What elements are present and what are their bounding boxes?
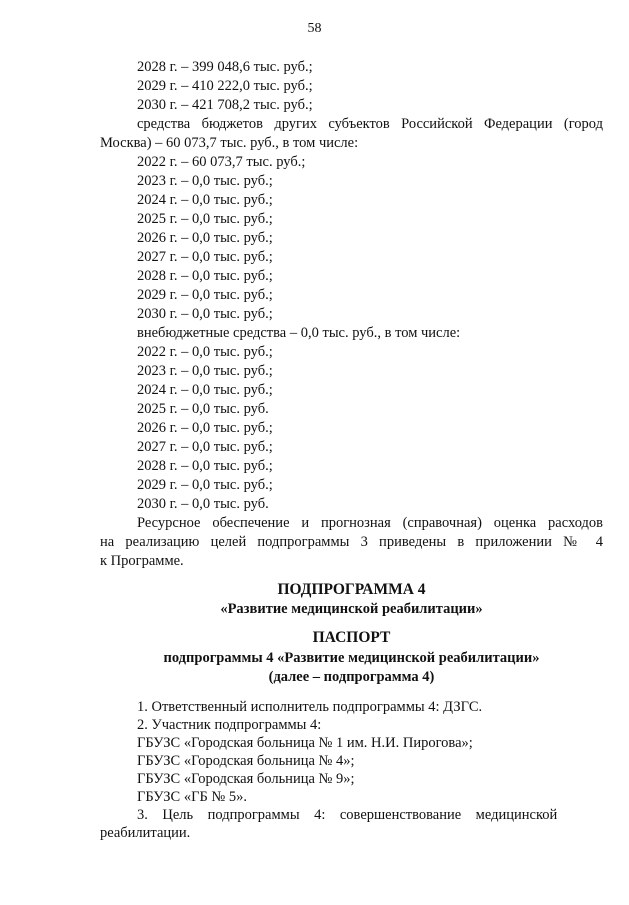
regions-funding-line2: Москва) – 60 073,7 тыс. руб., в том числе:	[100, 135, 359, 151]
extrabudget-line-2029: 2029 г. – 0,0 тыс. руб.;	[137, 477, 273, 493]
participant-hospital-4: ГБУЗС «Городская больница № 4»;	[137, 753, 355, 769]
regions-line-2026: 2026 г. – 0,0 тыс. руб.;	[137, 230, 273, 246]
item-participant: 2. Участник подпрограммы 4:	[137, 717, 322, 733]
regions-line-2030: 2030 г. – 0,0 тыс. руб.;	[137, 306, 273, 322]
extrabudget-line-2030: 2030 г. – 0,0 тыс. руб.	[137, 496, 269, 512]
extrabudget-line-2024: 2024 г. – 0,0 тыс. руб.;	[137, 382, 273, 398]
budget-line-2030: 2030 г. – 421 708,2 тыс. руб.;	[137, 97, 313, 113]
item-goal-line2: реабилитации.	[100, 825, 191, 841]
passport-title: ПАСПОРТ	[312, 629, 391, 646]
regions-line-2028: 2028 г. – 0,0 тыс. руб.;	[137, 268, 273, 284]
item-responsible-executor: 1. Ответственный исполнитель подпрограммы 4: ДЗГС.	[137, 699, 483, 715]
budget-line-2029: 2029 г. – 410 222,0 тыс. руб.;	[137, 78, 313, 94]
extrabudget-line-2026: 2026 г. – 0,0 тыс. руб.;	[137, 420, 273, 436]
participant-gb-5: ГБУЗС «ГБ № 5».	[137, 789, 248, 805]
extrabudget-line-2022: 2022 г. – 0,0 тыс. руб.;	[137, 344, 273, 360]
resource-para-line1: Ресурсное обеспечение и прогнозная (справочная) оценка расходов	[137, 515, 603, 531]
extrabudget-line: внебюджетные средства – 0,0 тыс. руб., в том числе:	[137, 325, 461, 341]
subprogram-subtitle: «Развитие медицинской реабилитации»	[220, 601, 483, 617]
passport-subtitle-line1: подпрограммы 4 «Развитие медицинской реабилитации»	[163, 650, 540, 666]
passport-subtitle-line2: (далее – подпрограмма 4)	[268, 669, 435, 685]
extrabudget-line-2027: 2027 г. – 0,0 тыс. руб.;	[137, 439, 273, 455]
budget-line-2028: 2028 г. – 399 048,6 тыс. руб.;	[137, 59, 313, 75]
regions-funding-line1: средства бюджетов других субъектов Российской Федерации (город	[137, 116, 603, 132]
page-number: 58	[307, 21, 322, 36]
regions-line-2024: 2024 г. – 0,0 тыс. руб.;	[137, 192, 273, 208]
regions-line-2025: 2025 г. – 0,0 тыс. руб.;	[137, 211, 273, 227]
subprogram-title: ПОДПРОГРАММА 4	[277, 581, 426, 598]
item-goal-line1: 3. Цель подпрограммы 4: совершенствование медицинской	[137, 807, 558, 823]
regions-line-2027: 2027 г. – 0,0 тыс. руб.;	[137, 249, 273, 265]
participant-hospital-9: ГБУЗС «Городская больница № 9»;	[137, 771, 355, 787]
regions-line-2022: 2022 г. – 60 073,7 тыс. руб.;	[137, 154, 306, 170]
extrabudget-line-2025: 2025 г. – 0,0 тыс. руб.	[137, 401, 269, 417]
extrabudget-line-2023: 2023 г. – 0,0 тыс. руб.;	[137, 363, 273, 379]
regions-line-2029: 2029 г. – 0,0 тыс. руб.;	[137, 287, 273, 303]
participant-hospital-1: ГБУЗС «Городская больница № 1 им. Н.И. Пирогова»;	[137, 735, 473, 751]
regions-line-2023: 2023 г. – 0,0 тыс. руб.;	[137, 173, 273, 189]
resource-para-line3: к Программе.	[100, 553, 184, 569]
resource-para-line2: на реализацию целей подпрограммы 3 приведены в приложении № 4	[100, 534, 603, 550]
extrabudget-line-2028: 2028 г. – 0,0 тыс. руб.;	[137, 458, 273, 474]
